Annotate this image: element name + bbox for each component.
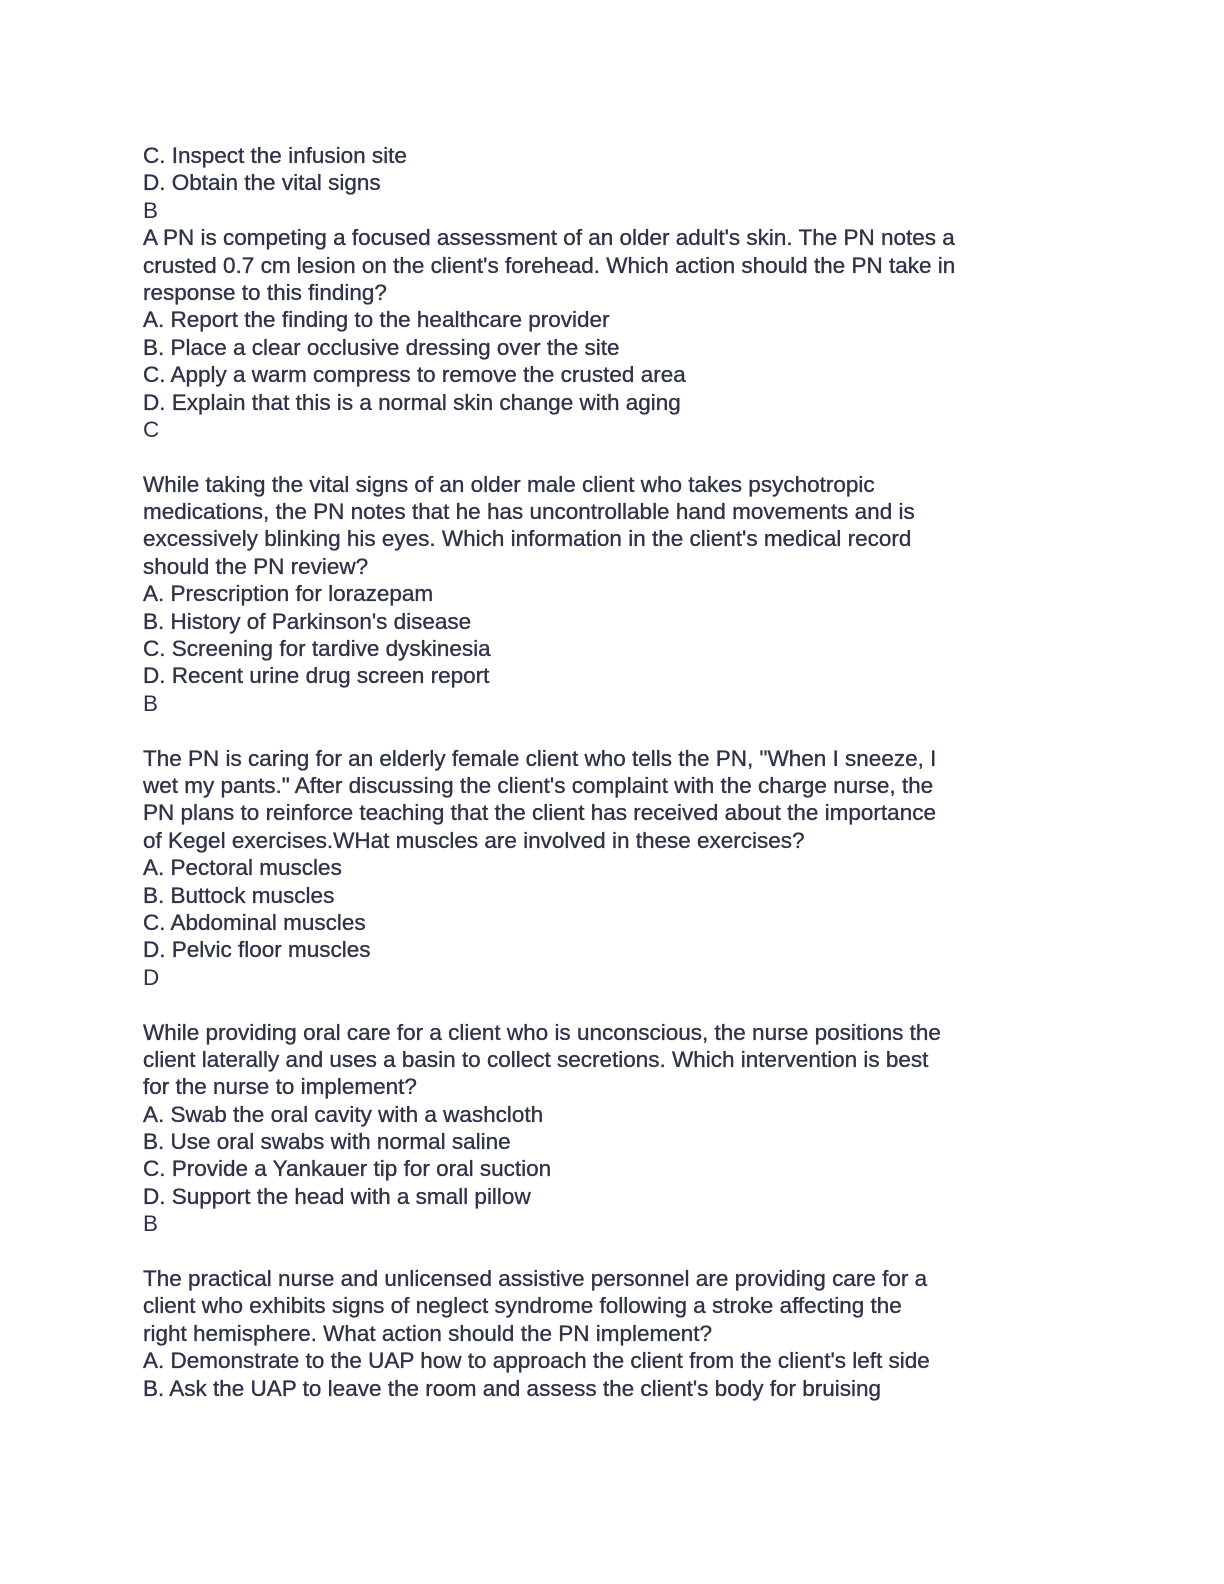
answer-option: C. Inspect the infusion site — [143, 143, 407, 168]
answer-option: C. Apply a warm compress to remove the crusted area — [143, 362, 686, 388]
answer-option: D. Recent urine drug screen report — [143, 663, 490, 689]
blank-line — [143, 991, 1083, 1018]
blank-line — [143, 717, 1083, 744]
blank-line — [143, 443, 1083, 470]
question-text-line: right hemisphere. What action should the PN implement? — [143, 1320, 713, 1346]
question-text-line: crusted 0.7 cm lesion on the client's forehead. Which action should the PN take in — [143, 252, 956, 278]
question-text-line: of Kegel exercises.WHat muscles are involved in these exercises? — [143, 827, 805, 853]
answer-option: A. Pectoral muscles — [143, 855, 342, 881]
question-text-line: The practical nurse and unlicensed assistive personnel are providing care for a — [143, 1266, 928, 1292]
question-text-line: The PN is caring for an elderly female client who tells the PN, "When I sneeze, I — [143, 745, 937, 771]
answer-option: B. Buttock muscles — [143, 882, 335, 908]
question-text-line: While taking the vital signs of an older male client who takes psychotropic — [143, 471, 875, 497]
answer-option: D. Obtain the vital signs — [143, 170, 381, 196]
question-text-line: medications, the PN notes that he has uncontrollable hand movements and is — [143, 499, 915, 525]
question-text-line: While providing oral care for a client who is unconscious, the nurse positions the — [143, 1019, 941, 1045]
question-text-line: client who exhibits signs of neglect syndrome following a stroke affecting the — [143, 1293, 902, 1319]
answer-option: A. Report the finding to the healthcare provider — [143, 307, 610, 333]
answer-key: B — [143, 197, 159, 223]
answer-key: B — [143, 690, 159, 716]
answer-option: C. Provide a Yankauer tip for oral suction — [143, 1156, 552, 1182]
answer-option: A. Prescription for lorazepam — [143, 581, 434, 607]
answer-option: A. Demonstrate to the UAP how to approach the client from the client's left side — [143, 1348, 930, 1374]
answer-option: B. Place a clear occlusive dressing over the site — [143, 334, 620, 360]
answer-option: B. History of Parkinson's disease — [143, 608, 472, 634]
question-text-line: excessively blinking his eyes. Which information in the client's medical record — [143, 526, 912, 552]
question-text-line: A PN is competing a focused assessment of an older adult's skin. The PN notes a — [143, 225, 955, 251]
answer-key: C — [143, 416, 160, 442]
answer-option: D. Explain that this is a normal skin change with aging — [143, 389, 681, 415]
answer-key: B — [143, 1211, 159, 1237]
answer-option: D. Support the head with a small pillow — [143, 1183, 531, 1209]
answer-option: B. Use oral swabs with normal saline — [143, 1129, 511, 1155]
document-page — [143, 142, 1083, 1402]
answer-option: A. Swab the oral cavity with a washcloth — [143, 1101, 544, 1127]
question-text-line: for the nurse to implement? — [143, 1074, 417, 1100]
blank-line — [143, 1238, 1083, 1265]
answer-key: D — [143, 964, 160, 990]
question-text-line: PN plans to reinforce teaching that the client has received about the importance — [143, 800, 936, 826]
question-text-line: response to this finding? — [143, 279, 387, 305]
question-text-line: client laterally and uses a basin to collect secretions. Which intervention is best — [143, 1046, 929, 1072]
answer-option: C. Screening for tardive dyskinesia — [143, 636, 491, 662]
answer-option: B. Ask the UAP to leave the room and assess the client's body for bruising — [143, 1375, 882, 1401]
answer-option: C. Abdominal muscles — [143, 909, 366, 935]
question-text-line: should the PN review? — [143, 553, 369, 579]
question-text-line: wet my pants." After discussing the client's complaint with the charge nurse, the — [143, 772, 934, 798]
answer-option: D. Pelvic floor muscles — [143, 937, 371, 963]
